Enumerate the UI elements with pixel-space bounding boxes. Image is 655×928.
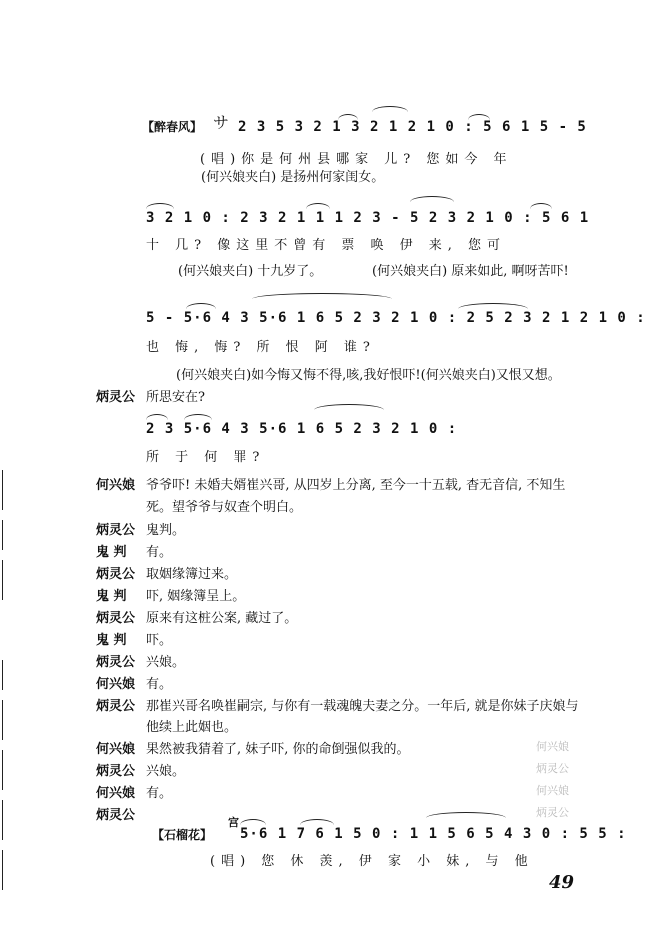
slur-mark [306,203,330,209]
aside-line-2b: (何兴娘夹白) 原来如此, 啊呀苦吓! [372,264,569,279]
dialogue-text: 取姻缘簿过来。 [146,567,238,582]
lyrics-line-2: 十 几? 像这里不曾有 票 唤 伊 来, 您可 [146,238,507,253]
dialogue-text: 吓, 姻缘簿呈上。 [146,589,246,604]
speaker-label: 炳灵公 [96,611,136,626]
dialogue-text: 兴娘。 [146,655,186,670]
notation-line-3: 5 - 5·6 4 3 5·6 1 6 5 2 3 2 1 0 : 2 5 2 3 2 1 2 1 0 : [146,310,646,326]
lyrics-line-5: (唱) 您 休 羡, 伊 家 小 妹, 与 他 [210,854,534,869]
aside-line-3: (何兴娘夹白)如今悔又悔不得,咳,我好恨吓!(何兴娘夹白)又恨又想。 [176,368,561,383]
speaker-label: 炳灵公 [96,655,136,670]
dialogue-text: 果然被我猜着了, 妹子吓, 你的命倒强似我的。 [146,742,410,757]
dialogue-text: 所思安在? [146,390,205,405]
speaker-label: 炳灵公 [96,699,136,714]
notation-line-2: 3 2 1 0 : 2 3 2 1 1 1 2 3 - 5 2 3 2 1 0 : 5 6 1 [146,210,590,226]
slur-mark [252,293,392,299]
dialogue-text-continued: 他续上此姻也。 [146,720,238,735]
tune-title: 【石榴花】 [152,828,213,842]
slur-mark [146,414,168,420]
speaker-label: 炳灵公 [96,764,136,779]
speaker-label: 何兴娘 [96,478,136,493]
slur-mark [530,203,552,209]
dialogue-text: 兴娘。 [146,764,186,779]
dialogue-text: 爷爷吓! 未婚夫婿崔兴哥, 从四岁上分离, 至今一十五载, 杳无音信, 不知生 [146,478,566,493]
speaker-label: 鬼 判 [96,633,127,648]
speaker-label: 鬼 判 [96,545,127,560]
dialogue-text: 那崔兴哥名唤崔嗣宗, 与你有一载魂魄夫妻之分。一年后, 就是你妹子庆娘与 [146,699,579,714]
speaker-label: 何兴娘 [96,677,136,692]
dialogue-text: 原来有这桩公案, 藏过了。 [146,611,298,626]
slur-mark [426,812,506,818]
speaker-label: 鬼 判 [96,589,127,604]
aside-line-2a: (何兴娘夹白) 十九岁了。 [178,264,323,279]
notation-line-5: 5·6 1 7 6 1 5 0 : 1 1 5 6 5 4 3 0 : 5 5 : [240,826,627,842]
slur-mark [240,819,266,825]
dialogue-text-continued: 死。望爷爷与奴查个明白。 [146,500,303,515]
dialogue-text: 鬼判。 [146,523,186,538]
speaker-label: 炳灵公 [96,808,136,823]
speaker-label: 炳灵公 [96,390,136,405]
bleed-through-text: 何兴娘 [536,740,569,753]
speaker-label: 何兴娘 [96,786,136,801]
dialogue-text: 有。 [146,786,173,801]
notation-line-4: 2 3 5·6 4 3 5·6 1 6 5 2 3 2 1 0 : [146,421,458,437]
free-meter-mark: サ [213,113,230,132]
bleed-through-text: 炳灵公 [536,806,569,819]
dialogue-text: 有。 [146,677,173,692]
slur-mark [410,196,454,202]
dialogue-text: 吓。 [146,633,173,648]
dialogue-text: 有。 [146,545,173,560]
notation-line-1: 2 3 5 3 2 1 3 2 1 2 1 0 : 5 6 1 5 - 5 [238,119,587,135]
slur-mark [184,414,212,420]
speaker-label: 何兴娘 [96,742,136,757]
slur-mark [372,106,408,112]
slur-mark [146,203,174,209]
tune-title: 【醉春风】 [142,120,203,134]
bleed-through-text: 何兴娘 [536,784,569,797]
scan-edge-mark [2,520,3,550]
page-number: 49 [549,872,575,893]
lyrics-line-3: 也 悔, 悔? 所 恨 阿 谁? [146,340,376,355]
slur-mark [338,114,358,120]
slur-mark [468,114,490,120]
bleed-through-text: 炳灵公 [536,762,569,775]
scan-edge-mark [2,560,3,600]
speaker-label: 炳灵公 [96,567,136,582]
aside-line-1: (何兴娘夹白) 是扬州何家闺女。 [201,170,385,185]
scan-edge-mark [2,470,3,510]
scan-edge-mark [2,850,3,890]
lyrics-line-4: 所 于 何 罪? [146,450,266,465]
lyrics-line-1: (唱)你是何州县哪家 儿? 您如今 年 [200,152,513,167]
scan-edge-mark [2,800,3,840]
scan-edge-mark [2,660,3,690]
mode-mark: 宫 [228,816,239,829]
slur-mark [458,303,528,309]
slur-mark [314,404,384,410]
scan-edge-mark [2,750,3,790]
scan-edge-mark [2,700,3,740]
slur-mark [186,303,216,309]
speaker-label: 炳灵公 [96,523,136,538]
slur-mark [300,819,334,825]
